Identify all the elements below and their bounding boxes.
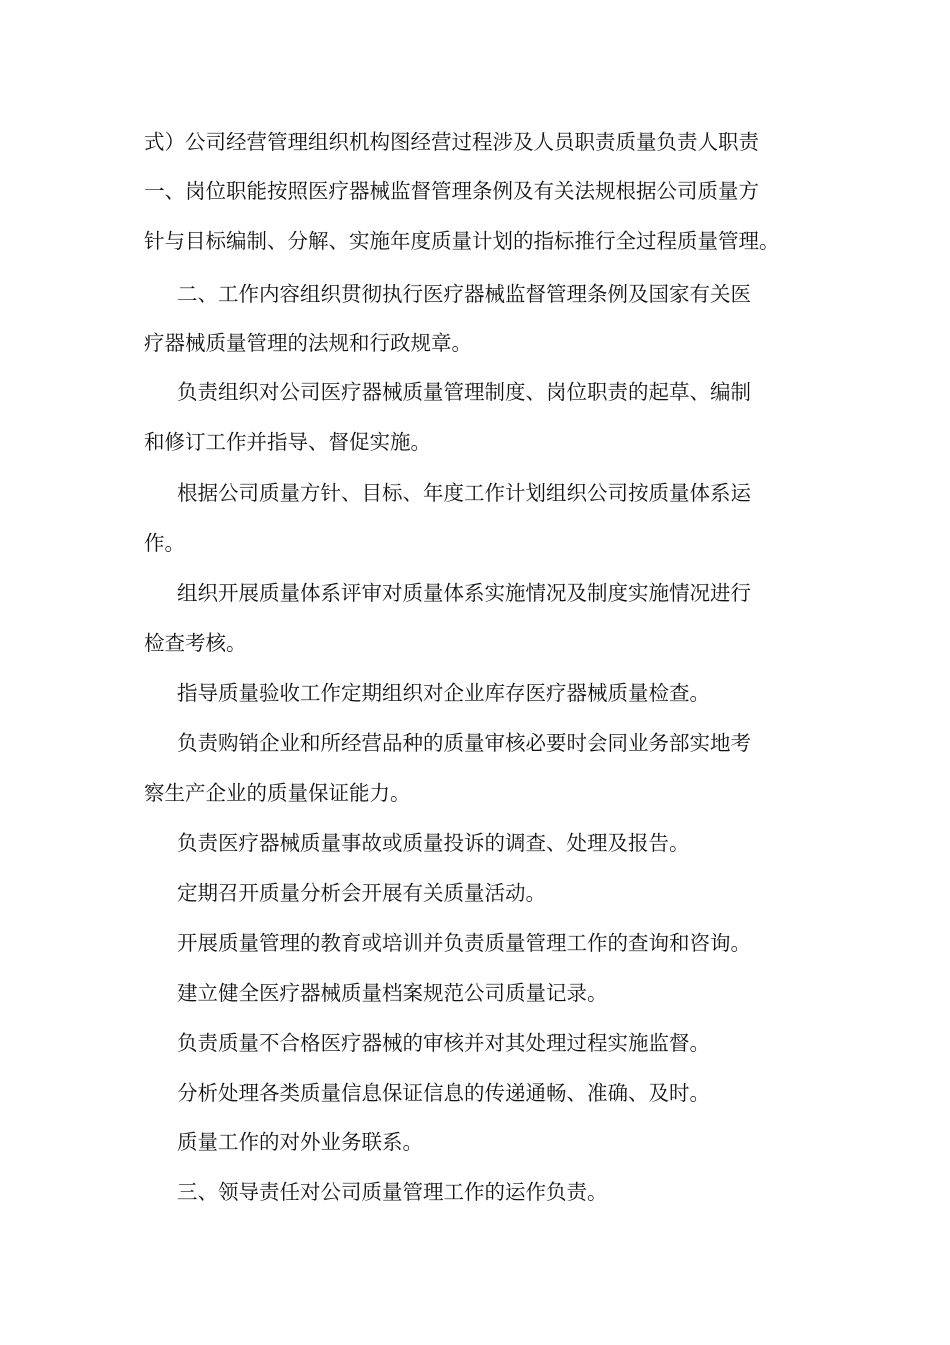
text-line: 定期召开质量分析会开展有关质量活动。 xyxy=(177,881,546,905)
text-line: 疗器械质量管理的法规和行政规章。 xyxy=(144,331,472,355)
text-line: 指导质量验收工作定期组织对企业库存医疗器械质量检查。 xyxy=(177,681,710,705)
text-line: 建立健全医疗器械质量档案规范公司质量记录。 xyxy=(177,981,608,1005)
text-line: 作。 xyxy=(144,531,185,555)
text-line: 三、领导责任对公司质量管理工作的运作负责。 xyxy=(177,1180,608,1204)
text-line: 和修订工作并指导、督促实施。 xyxy=(144,430,431,454)
text-line: 开展质量管理的教育或培训并负责质量管理工作的查询和咨询。 xyxy=(177,931,751,955)
text-line: 组织开展质量体系评审对质量体系实施情况及制度实施情况进行 xyxy=(177,581,751,605)
text-line: 针与目标编制、分解、实施年度质量计划的指标推行全过程质量管理。 xyxy=(144,229,780,253)
text-line: 负责组织对公司医疗器械质量管理制度、岗位职责的起草、编制 xyxy=(177,380,751,404)
text-line: 质量工作的对外业务联系。 xyxy=(177,1130,423,1154)
text-line: 根据公司质量方针、目标、年度工作计划组织公司按质量体系运 xyxy=(177,481,751,505)
text-line: 式）公司经营管理组织机构图经营过程涉及人员职责质量负责人职责 xyxy=(144,130,759,154)
text-line: 负责质量不合格医疗器械的审核并对其处理过程实施监督。 xyxy=(177,1031,710,1055)
text-line: 负责购销企业和所经营品种的质量审核必要时会同业务部实地考 xyxy=(177,731,751,755)
text-line: 二、工作内容组织贯彻执行医疗器械监督管理条例及国家有关医 xyxy=(177,282,751,306)
text-line: 一、岗位职能按照医疗器械监督管理条例及有关法规根据公司质量方 xyxy=(144,179,759,203)
text-line: 负责医疗器械质量事故或质量投诉的调查、处理及报告。 xyxy=(177,831,690,855)
text-line: 检查考核。 xyxy=(144,631,247,655)
text-line: 分析处理各类质量信息保证信息的传递通畅、准确、及时。 xyxy=(177,1081,710,1105)
text-line: 察生产企业的质量保证能力。 xyxy=(144,781,411,805)
